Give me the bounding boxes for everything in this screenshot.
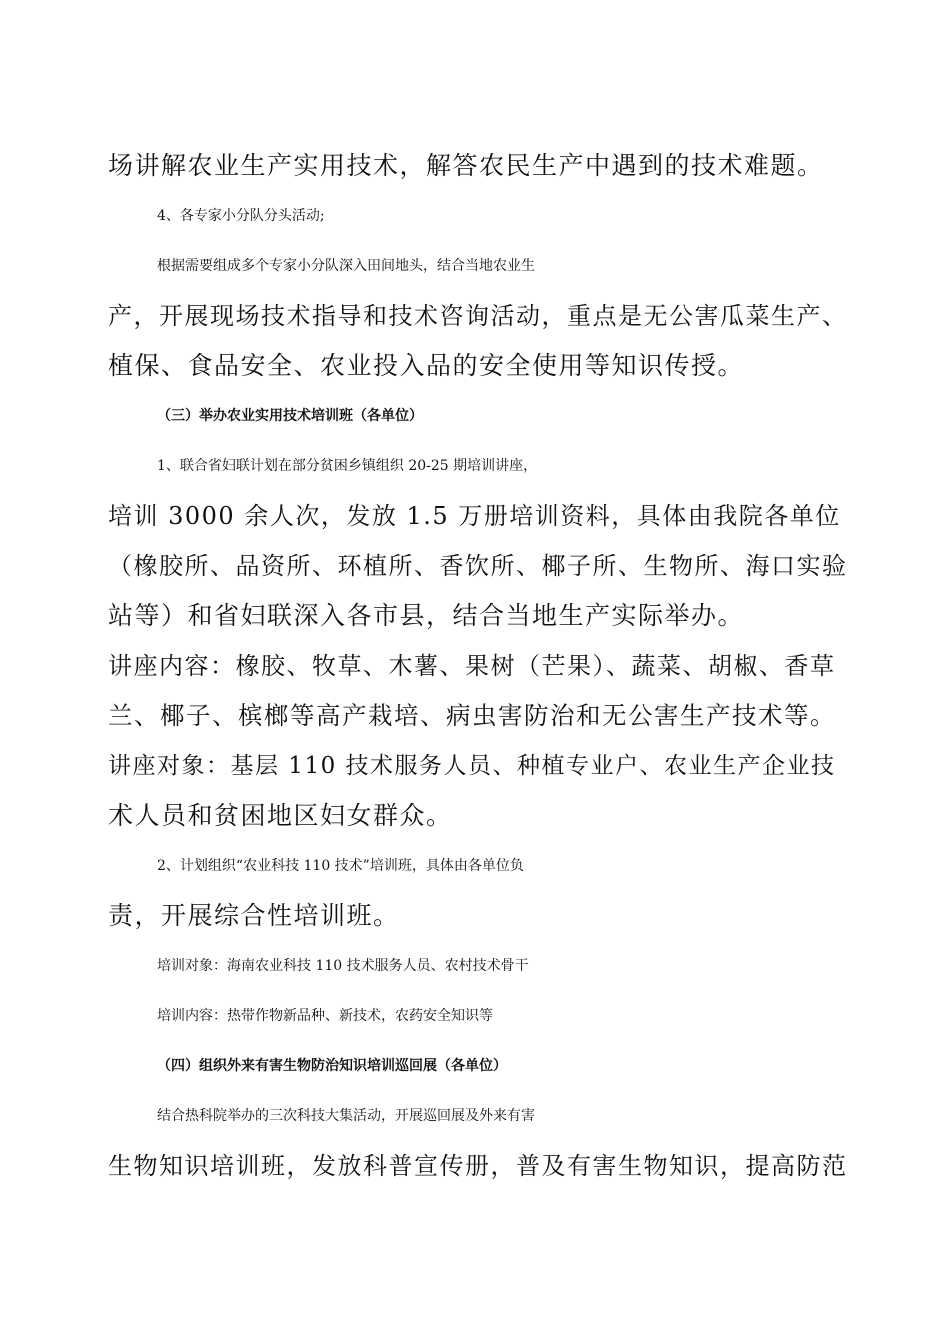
text-line: 场讲解农业生产实用技术，解答农民生产中遇到的技术难题。 xyxy=(108,151,824,180)
lecture-content-line: 兰、椰子、槟榔等高产栽培、病虫害防治和无公害生产技术等。 xyxy=(108,701,836,730)
training-audience-line: 培训对象：海南农业科技 110 技术服务人员、农村技术骨干 xyxy=(157,958,529,974)
paragraph-line: 责，开展综合性培训班。 xyxy=(108,901,400,930)
lecture-content-line: 讲座内容：橡胶、牧草、木薯、果树（芒果）、蔬菜、胡椒、香草 xyxy=(108,652,836,680)
section-heading-3: （三）举办农业实用技术培训班（各单位） xyxy=(157,408,423,424)
paragraph-line: 培训 3000 余人次，发放 1.5 万册培训资料，具体由我院各单位 xyxy=(108,502,841,530)
lecture-audience-line: 讲座对象：基层 110 技术服务人员、种植专业户、农业生产企业技 xyxy=(108,753,836,779)
section-heading-4: （四）组织外来有害生物防治知识培训巡回展（各单位） xyxy=(157,1058,507,1074)
paragraph-line: 生物知识培训班，发放科普宣传册，普及有害生物知识，提高防范 xyxy=(108,1152,848,1180)
paragraph-line: 结合热科院举办的三次科技大集活动，开展巡回展及外来有害 xyxy=(157,1108,535,1124)
paragraph-line: 站等）和省妇联深入各市县，结合当地生产实际举办。 xyxy=(108,601,745,630)
lecture-audience-line: 术人员和贫困地区妇女群众。 xyxy=(108,801,453,830)
paragraph-line: 根据需要组成多个专家小分队深入田间地头，结合当地农业生 xyxy=(157,258,535,274)
paragraph-line: 产，开展现场技术指导和技术咨询活动，重点是无公害瓜菜生产、 xyxy=(108,302,848,330)
list-item-4: 4、各专家小分队分头活动; xyxy=(157,208,325,224)
training-content-line: 培训内容：热带作物新品种、新技术，农药安全知识等 xyxy=(157,1008,493,1024)
paragraph-line: （橡胶所、品资所、环植所、香饮所、椰子所、生物所、海口实验 xyxy=(108,552,848,580)
paragraph-line: 植保、食品安全、农业投入品的安全使用等知识传授。 xyxy=(108,351,745,380)
list-item-2: 2、计划组织“农业科技 110 技术”培训班，具体由各单位负 xyxy=(157,858,524,874)
list-item-1: 1、联合省妇联计划在部分贫困乡镇组织 20-25 期培训讲座， xyxy=(157,458,538,474)
